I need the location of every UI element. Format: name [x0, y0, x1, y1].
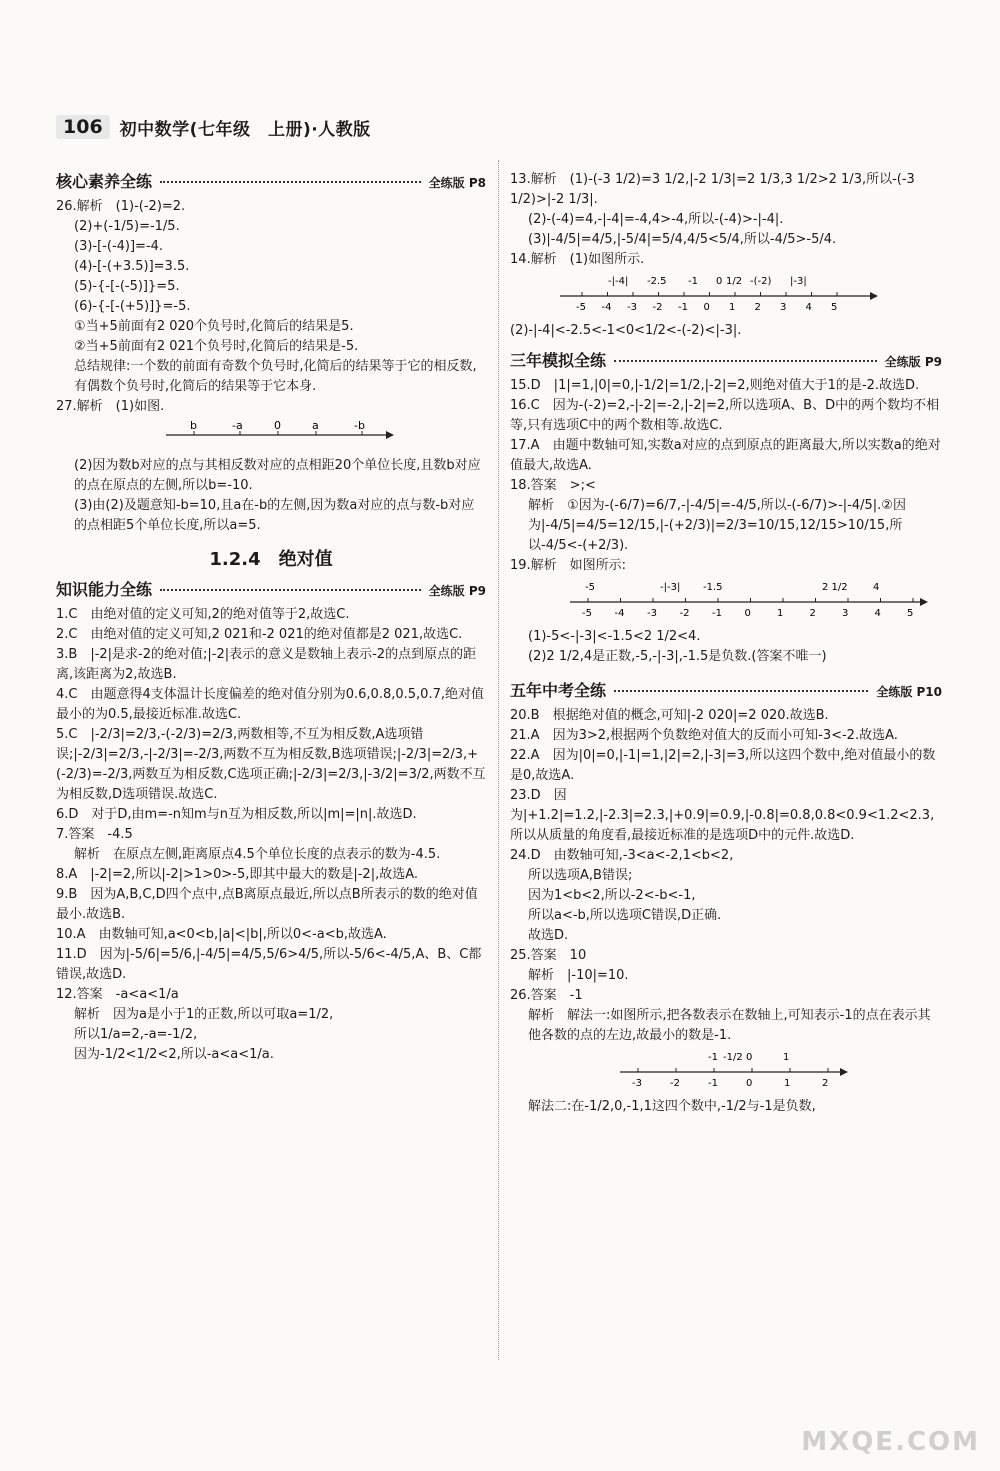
tick-label: 0	[703, 302, 710, 312]
section-title: 核心素养全练	[56, 172, 153, 191]
section-page-ref: 全练版 P9	[428, 584, 486, 598]
answer-line: (1)-5<-|-3|<-1.5<2 1/2<4.	[528, 629, 701, 644]
answer-line: 14.解析 (1)如图所示.	[510, 252, 645, 267]
tick-label: -1	[708, 1078, 718, 1088]
answer-line: 9.B 因为A,B,C,D四个点中,点B离原点最近,所以点B所表示的数的绝对值最小.故选B.	[56, 887, 478, 922]
answer-line: (2)-(-4)=4,-|-4|=-4,4>-4,所以-(-4)>-|-4|.	[528, 212, 784, 227]
nl26-top-label: -1/2	[723, 1052, 743, 1063]
section-title: 三年模拟全练	[510, 351, 607, 370]
page-number: 106	[56, 115, 110, 139]
nl14-top-label: |-3|	[790, 276, 807, 287]
nl26-ticks	[632, 1068, 828, 1088]
tick-label: 5	[831, 302, 838, 312]
tick-label: 2	[809, 608, 816, 618]
answer-line: ①当+5前面有2 020个负号时,化简后的结果是5.	[74, 319, 354, 334]
answer-line: 解析 解法一:如图所示,把各数表示在数轴上,可知表示-1的点在表示其他各数的点的左边,故最小的数是-1.	[528, 1008, 931, 1043]
answer-line: 20.B 根据绝对值的概念,可知|-2 020|=2 020.故选B.	[510, 708, 829, 723]
tick-label: 1	[777, 608, 784, 618]
answer-line: 1.C 由绝对值的定义可知,2的绝对值等于2,故选C.	[56, 607, 350, 622]
answer-line: (2)-|-4|<-2.5<-1<0<1/2<-(-2)<|-3|.	[510, 323, 742, 338]
page-header	[56, 112, 371, 142]
right-column	[510, 170, 942, 1117]
nl14-top-label: -2.5	[647, 276, 667, 287]
answer-line: (6)-{-[-(+5)]}=-5.	[74, 299, 191, 314]
nl14-top-label: 0	[716, 276, 723, 287]
answer-line: 总结规律:一个数的前面有奇数个负号时,化简后的结果等于它的相反数,有偶数个负号时,化简后的结果等于它本身.	[74, 359, 477, 394]
tick-label: 2	[754, 302, 761, 312]
nl27-label: -b	[354, 419, 365, 432]
section-core-literacy	[56, 172, 486, 193]
number-line-26	[510, 1048, 942, 1088]
tick-label: 3	[842, 608, 849, 618]
answer-line: 解法二:在-1/2,0,-1,1这四个数中,-1/2与-1是负数,	[528, 1099, 816, 1114]
answer-line: (4)-[-(+3.5)]=3.5.	[74, 259, 190, 274]
answer-line: 12.答案 -a<a<1/a	[56, 987, 179, 1002]
book-title: 初中数学(七年级 上册)·人教版	[119, 119, 371, 140]
answer-line: (3)-[-(-4)]=-4.	[74, 239, 164, 254]
nl14-top-label: -|-4|	[608, 276, 629, 287]
answer-line: 8.A |-2|=2,所以|-2|>1>0>-5,即其中最大的数是|-2|,故选A.	[56, 867, 419, 882]
number-line-27	[56, 419, 486, 447]
answer-line: 7.答案 -4.5	[56, 827, 133, 842]
tick-label: -2	[679, 608, 690, 618]
tick-label: -5	[576, 302, 586, 312]
nl14-ticks	[576, 292, 837, 312]
answer-line: ②当+5前面有2 021个负号时,化简后的结果是-5.	[74, 339, 359, 354]
nl26-top-label: 1	[783, 1052, 790, 1063]
left-column	[56, 170, 486, 1065]
nl19-top-label: 4	[873, 582, 880, 593]
number-line-19	[510, 578, 942, 618]
answer-line: 16.C 因为-(-2)=2,-|-2|=-2,|-2|=2,所以选项A、B、D中的两个数均不相等,只有选项C中的两个数相等.故选C.	[510, 398, 940, 433]
tick-label: -2	[652, 302, 663, 312]
answer-line: 解析 因为a是小于1的正数,所以可取a=1/2,	[74, 1007, 334, 1022]
answer-line: 22.A 因为|0|=0,|-1|=1,|2|=2,|-3|=3,所以这四个数中,绝对值最小的数是0,故选A.	[510, 748, 936, 783]
tick-label: -1	[712, 608, 722, 618]
tick-label: -1	[678, 302, 688, 312]
section-page-ref: 全练版 P8	[428, 176, 486, 190]
leader-dots	[614, 690, 868, 692]
answer-line: 3.B |-2|是求-2的绝对值;|-2|表示的意义是数轴上表示-2的点到原点的距离,该距离为2,故选B.	[56, 647, 477, 682]
tick-label: 0	[744, 608, 751, 618]
section-page-ref: 全练版 P10	[876, 685, 942, 699]
tick-label: -5	[582, 608, 592, 618]
answer-line: 所以a<-b,所以选项C错误,D正确.	[528, 908, 722, 923]
nl14-top-label: -1	[688, 276, 698, 287]
tick-label: -4	[614, 608, 625, 618]
column-divider	[498, 160, 499, 1360]
nl19-top-label: -1.5	[703, 582, 723, 593]
nl19-top-label: -|-3|	[660, 582, 681, 593]
answer-line: 24.D 由数轴可知,-3<a<-2,1<b<2,	[510, 848, 734, 863]
answer-line: 所以选项A,B错误;	[528, 868, 633, 883]
nl26-top-label: -1	[708, 1052, 718, 1063]
leader-dots	[160, 181, 421, 183]
answer-line: (5)-{-[-(-5)]}=5.	[74, 279, 180, 294]
answer-line: 2.C 由绝对值的定义可知,2 021和-2 021的绝对值都是2 021,故选C.	[56, 627, 463, 642]
answer-line: 26.解析 (1)-(-2)=2.	[56, 199, 186, 214]
answer-line: (2)因为数b对应的点与其相反数对应的点相距20个单位长度,且数b对应的点在原点的左侧,所以b=-10.	[74, 458, 481, 493]
nl19-top-label: 2 1/2	[822, 582, 848, 593]
leader-dots	[614, 360, 877, 362]
answer-line: 解析 |-10|=10.	[528, 968, 629, 983]
leader-dots	[160, 589, 421, 591]
answer-line: 11.D 因为|-5/6|=5/6,|-4/5|=4/5,5/6>4/5,所以-5/6<-4/5,A、B、C都错误,故选D.	[56, 947, 482, 982]
answer-line: 26.答案 -1	[510, 988, 583, 1003]
watermark: MXQE.COM	[801, 1427, 980, 1457]
answer-line: (3)|-4/5|=4/5,|-5/4|=5/4,4/5<5/4,所以-4/5>-5/4.	[528, 232, 837, 247]
nl27-label: a	[312, 419, 319, 432]
nl27-label: 0	[274, 419, 281, 432]
answer-line: 18.答案 >;<	[510, 478, 596, 493]
tick-label: -3	[632, 1078, 642, 1088]
section-five-year	[510, 681, 942, 702]
answer-line: 27.解析 (1)如图.	[56, 399, 165, 414]
answer-line: 因为1<b<2,所以-2<-b<-1,	[528, 888, 696, 903]
tick-label: 4	[874, 608, 881, 618]
tick-label: 3	[780, 302, 787, 312]
tick-label: 1	[784, 1078, 791, 1088]
answer-line: 15.D |1|=1,|0|=0,|-1/2|=1/2,|-2|=2,则绝对值大于1的是-2.故选D.	[510, 378, 920, 393]
nl14-top-label: 1/2	[726, 276, 743, 287]
answer-line: 25.答案 10	[510, 948, 587, 963]
nl26-top-label: 0	[746, 1052, 753, 1063]
answer-line: 19.解析 如图所示:	[510, 558, 627, 573]
answer-line: 21.A 因为3>2,根据两个负数绝对值大的反而小可知-3<-2.故选A.	[510, 728, 898, 743]
nl19-ticks	[582, 598, 913, 618]
answer-line: 解析 ①因为-(-6/7)=6/7,-|-4/5|=-4/5,所以-(-6/7)>-|-4/5|.②因为|-4/5|=4/5=12/15,|-(+2/3)|=2/3=10/15,12/15>10/15,所以-4/5<-(+2/3).	[528, 498, 906, 553]
number-line-14	[510, 272, 942, 312]
answer-line: 因为-1/2<1/2<2,所以-a<a<1/a.	[74, 1047, 274, 1062]
section-page-ref: 全练版 P9	[884, 355, 942, 369]
answer-line: 6.D 对于D,由m=-n知m与n互为相反数,所以|m|=|n|.故选D.	[56, 807, 417, 822]
nl27-label: b	[190, 419, 197, 432]
tick-label: -3	[647, 608, 657, 618]
nl19-top-label: -5	[585, 582, 595, 593]
nl14-top-label: -(-2)	[750, 276, 772, 287]
tick-label: -2	[670, 1078, 680, 1088]
section-knowledge	[56, 580, 486, 601]
answer-line: 故选D.	[528, 928, 569, 943]
answer-line: 13.解析 (1)-(-3 1/2)=3 1/2,|-2 1/3|=2 1/3,3 1/2>2 1/3,所以-(-3 1/2)>|-2 1/3|.	[510, 172, 915, 207]
answer-line: 23.D 因为|+1.2|=1.2,|-2.3|=2.3,|+0.9|=0.9,|-0.8|=0.8,0.8<0.9<1.2<2.3,所以从质量的角度看,最接近标准的是选项D中的元件.故选D.	[510, 788, 935, 843]
answer-line: (2)2 1/2,4是正数,-5,-|-3|,-1.5是负数.(答案不唯一)	[528, 649, 827, 664]
tick-label: -3	[627, 302, 637, 312]
tick-label: 5	[907, 608, 914, 618]
answer-line: (3)由(2)及题意知-b=10,且a在-b的左侧,因为数a对应的点与数-b对应的点相距5个单位长度,所以a=5.	[74, 498, 475, 533]
answer-line: 17.A 由题中数轴可知,实数a对应的点到原点的距离最大,所以实数a的绝对值最大,故选A.	[510, 438, 941, 473]
nl27-label: -a	[232, 419, 243, 432]
tick-label: 2	[822, 1078, 829, 1088]
answer-line: 4.C 由题意得4支体温计长度偏差的绝对值分别为0.6,0.8,0.5,0.7,绝对值最小的为0.5,最接近标准.故选C.	[56, 687, 484, 722]
lesson-heading: 1.2.4 绝对值	[209, 549, 333, 570]
tick-label: 0	[746, 1078, 753, 1088]
answer-line: (2)+(-1/5)=-1/5.	[74, 219, 180, 234]
tick-label: -4	[601, 302, 612, 312]
tick-label: 1	[729, 302, 736, 312]
answer-line: 解析 在原点左侧,距离原点4.5个单位长度的点表示的数为-4.5.	[74, 847, 441, 862]
tick-label: 4	[805, 302, 812, 312]
answer-line: 所以1/a=2,-a=-1/2,	[74, 1027, 198, 1042]
answer-line: 10.A 由数轴可知,a<0<b,|a|<|b|,所以0<-a<b,故选A.	[56, 927, 387, 942]
section-title: 五年中考全练	[510, 681, 607, 700]
section-three-year	[510, 351, 942, 372]
section-title: 知识能力全练	[56, 580, 153, 599]
answer-line: 5.C |-2/3|=2/3,-(-2/3)=2/3,两数相等,不互为相反数,A选项错误;|-2/3|=2/3,-|-2/3|=-2/3,两数不互为相反数,B选项错误;|-2/3|=2/3,+(-2/3)=-2/3,两数互为相反数,C选项正确;|-2/3|=2/3,|-3/2|=3/2,两数不互为相反数,D选项错误.故选C.	[56, 727, 486, 802]
